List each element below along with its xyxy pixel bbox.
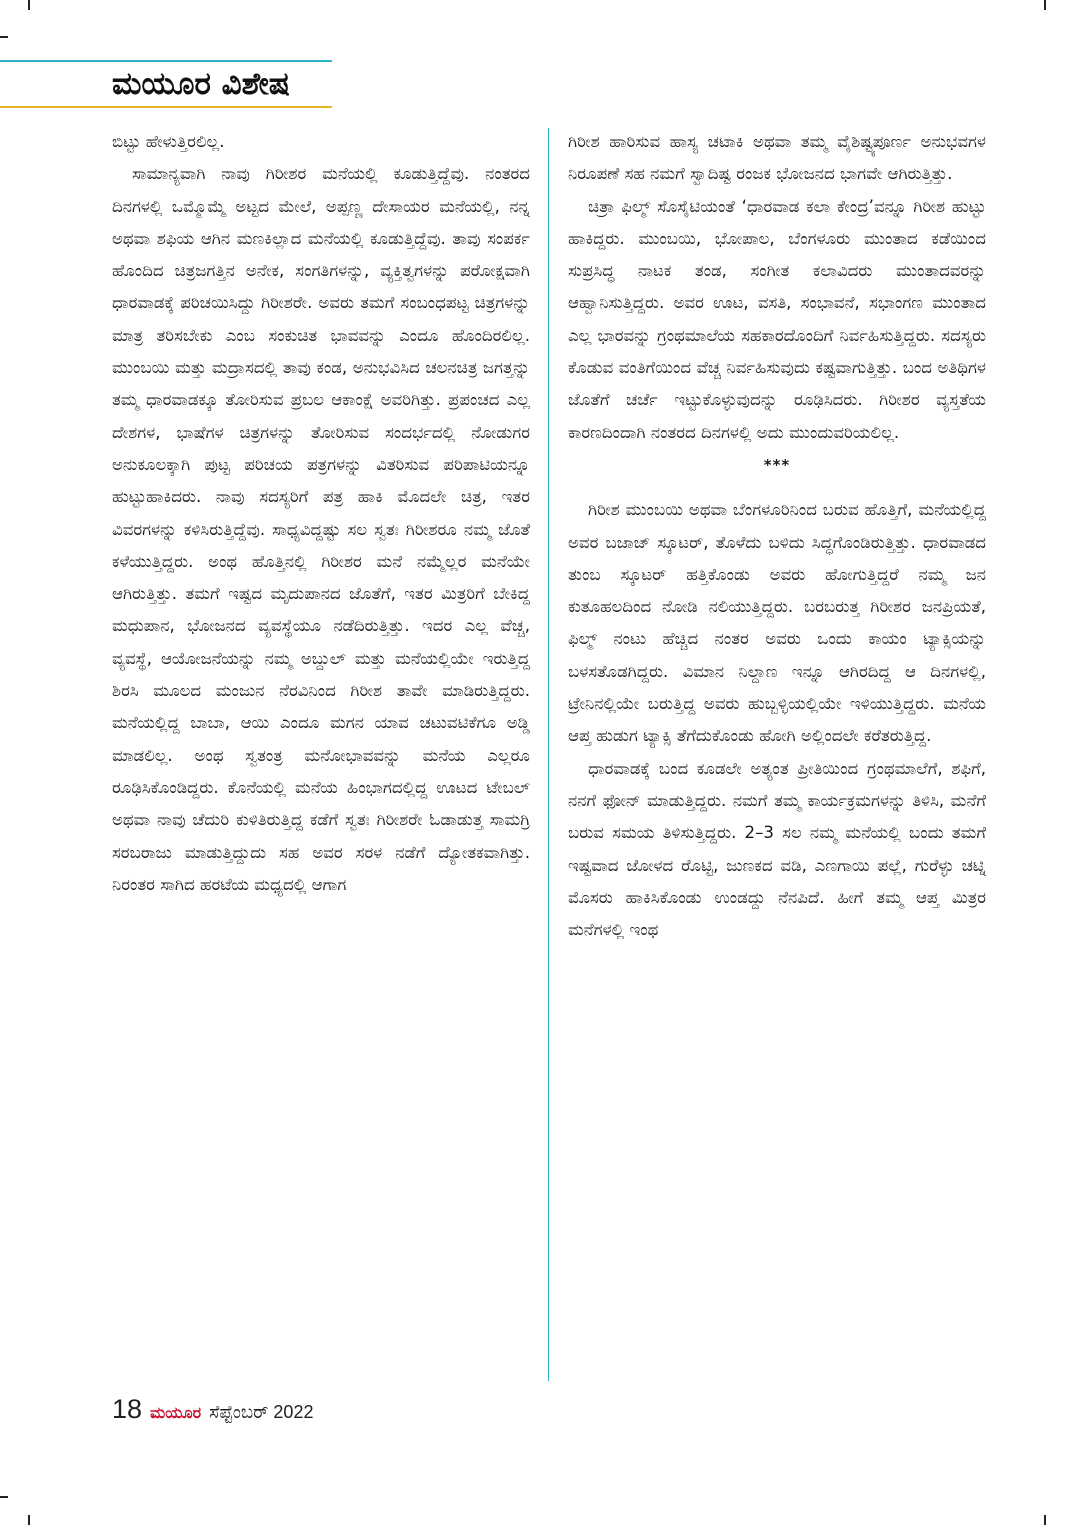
crop-mark-bottom-right — [1044, 1515, 1046, 1525]
page-footer — [112, 1394, 313, 1428]
paragraph: ಬಿಟ್ಟು ಹೇಳುತ್ತಿರಲಿಲ್ಲ. — [112, 132, 225, 151]
separator-gap — [568, 481, 986, 494]
paragraph: ಸಾಮಾನ್ಯವಾಗಿ ನಾವು ಗಿರೀಶರ ಮನೆಯಲ್ಲಿ ಕೂಡುತ್ತಿದ್ದೆವು. ನಂತರದ ದಿನಗಳಲ್ಲಿ ಒಮ್ಮೊಮ್ಮೆ ಅಟ್ಟದ ಮೇಲೆ, ಅಪ್ಪಣ್ಣ ದೇಸಾಯರ ಮನೆಯಲ್ಲಿ, ನನ್ನ ಅಥವಾ ಶಫಿಯ ಆಗಿನ ಮಣಕಿಲ್ಲಾದ ಮನೆಯಲ್ಲಿ ಕೂಡುತ್ತಿದ್ದೆವು. ತಾವು ಸಂಪರ್ಕ ಹೊಂದಿದ ಚಿತ್ರಜಗತ್ತಿನ ಅನೇಕ, ಸಂಗತಿಗಳನ್ನು, ವ್ಯಕ್ತಿತ್ವಗಳನ್ನು ಪರೋಕ್ಷವಾಗಿ ಧಾರವಾಡಕ್ಕೆ ಪರಿಚಯಿಸಿದ್ದು ಗಿರೀಶರೇ. ಅವರು ತಮಗೆ ಸಂಬಂಧಪಟ್ಟ ಚಿತ್ರಗಳನ್ನು ಮಾತ್ರ ತರಿಸಬೇಕು ಎಂಬ ಸಂಕುಚಿತ ಭಾವವನ್ನು ಎಂದೂ ಹೊಂದಿರಲಿಲ್ಲ. ಮುಂಬಯಿ ಮತ್ತು ಮದ್ರಾಸದಲ್ಲಿ ತಾವು ಕಂಡ, ಅನುಭವಿಸಿದ ಚಲನಚಿತ್ರ ಜಗತ್ತನ್ನು ತಮ್ಮ ಧಾರವಾಡಕ್ಕೂ ತೋರಿಸುವ ಪ್ರಬಲ ಆಕಾಂಕ್ಷೆ ಅವರಿಗಿತ್ತು. ಪ್ರಪಂಚದ ಎಲ್ಲ ದೇಶಗಳ, ಭಾಷೆಗಳ ಚಿತ್ರಗಳನ್ನು ತೋರಿಸುವ ಸಂದರ್ಭದಲ್ಲಿ ನೋಡುಗರ ಅನುಕೂಲಕ್ಕಾಗಿ ಪುಟ್ಟ ಪರಿಚಯ ಪತ್ರಗಳನ್ನು ವಿತರಿಸುವ ಪರಿಪಾಟಿಯನ್ನೂ ಹುಟ್ಟುಹಾಕಿದರು. ನಾವು ಸದಸ್ಯರಿಗೆ ಪತ್ರ ಹಾಕಿ ಮೊದಲೇ ಚಿತ್ರ, ಇತರ ವಿವರಗಳನ್ನು ಕಳಿಸಿರುತ್ತಿದ್ದೆವು. ಸಾಧ್ಯವಿದ್ದಷ್ಟು ಸಲ ಸ್ವತಃ ಗಿರೀಶರೂ ನಮ್ಮ ಜೊತೆ ಕಳೆಯುತ್ತಿದ್ದರು. ಅಂಥ ಹೊತ್ತಿನಲ್ಲಿ ಗಿರೀಶರ ಮನೆ ನಮ್ಮೆಲ್ಲರ ಮನೆಯೇ ಆಗಿರುತ್ತಿತ್ತು. ತಮಗೆ ಇಷ್ಟದ ಮೃದುಪಾನದ ಜೊತೆಗೆ, ಇತರ ಮಿತ್ರರಿಗೆ ಬೇಕಿದ್ದ ಮಧುಪಾನ, ಭೋಜನದ ವ್ಯವಸ್ಥೆಯೂ ನಡೆದಿರುತ್ತಿತ್ತು. ಇದರ ಎಲ್ಲ ವೆಚ್ಚ, ವ್ಯವಸ್ಥೆ, ಆಯೋಜನೆಯನ್ನು ನಮ್ಮ ಅಬ್ದುಲ್ ಮತ್ತು ಮನೆಯಲ್ಲಿಯೇ ಇರುತ್ತಿದ್ದ ಶಿರಸಿ ಮೂಲದ ಮಂಜುನ ನೆರವಿನಿಂದ ಗಿರೀಶ ತಾವೇ ಮಾಡಿರುತ್ತಿದ್ದರು. ಮನೆಯಲ್ಲಿದ್ದ ಬಾಬಾ, ಆಯಿ ಎಂದೂ ಮಗನ ಯಾವ ಚಟುವಟಿಕೆಗೂ ಅಡ್ಡಿ ಮಾಡಲಿಲ್ಲ. ಅಂಥ ಸ್ವತಂತ್ರ ಮನೋಭಾವವನ್ನು ಮನೆಯ ಎಲ್ಲರೂ ರೂಢಿಸಿಕೊಂಡಿದ್ದರು. ಕೊನೆಯಲ್ಲಿ ಮನೆಯ ಹಿಂಭಾಗದಲ್ಲಿದ್ದ ಊಟದ ಟೇಬಲ್ ಅಥವಾ ನಾವು ಚೆದುರಿ ಕುಳಿತಿರುತ್ತಿದ್ದ ಕಡೆಗೆ ಸ್ವತಃ ಗಿರೀಶರೇ ಓಡಾಡುತ್ತ ಸಾಮಗ್ರಿ ಸರಬರಾಜು ಮಾಡುತ್ತಿದ್ದುದು ಸಹ ಅವರ ಸರಳ ನಡೆಗೆ ದ್ಯೋತಕವಾಗಿತ್ತು. ನಿರಂತರ ಸಾಗಿದ ಹರಟೆಯ ಮಧ್ಯದಲ್ಲಿ ಆಗಾಗ — [112, 164, 530, 894]
section-title: ಮಯೂರ ವಿಶೇಷ — [112, 66, 290, 102]
section-separator: *** — [763, 455, 791, 474]
crop-mark-top-left — [28, 0, 30, 10]
crop-mark-left-top — [0, 36, 8, 38]
magazine-logo: ಮಯೂರ — [150, 1403, 202, 1422]
paragraph: ಗಿರೀಶ ಹಾರಿಸುವ ಹಾಸ್ಯ ಚಟಾಕಿ ಅಥವಾ ತಮ್ಮ ವೈಶಿಷ್ಟ್ಯಪೂರ್ಣ ಅನುಭವಗಳ ನಿರೂಪಣೆ ಸಹ ನಮಗೆ ಸ್ವಾದಿಷ್ಟ ರಂಜಕ ಭೋಜನದ ಭಾಗವೇ ಆಗಿರುತ್ತಿತ್ತು. — [568, 132, 986, 184]
issue-date: ಸೆಪ್ಟೆಂಬರ್ 2022 — [209, 1402, 314, 1422]
right-column — [568, 126, 986, 946]
crop-mark-bottom-left — [28, 1515, 30, 1525]
header-accent-line-top — [0, 60, 332, 62]
page-number: 18 — [112, 1394, 143, 1424]
paragraph: ಗಿರೀಶ ಮುಂಬಯಿ ಅಥವಾ ಬೆಂಗಳೂರಿನಿಂದ ಬರುವ ಹೊತ್ತಿಗೆ, ಮನೆಯಲ್ಲಿದ್ದ ಅವರ ಬಜಾಜ್ ಸ್ಕೂಟರ್, ತೊಳೆದು ಬಳಿದು ಸಿದ್ಧಗೊಂಡಿರುತ್ತಿತ್ತು. ಧಾರವಾಡದ ತುಂಬ ಸ್ಕೂಟರ್ ಹತ್ತಿಕೊಂಡು ಅವರು ಹೋಗುತ್ತಿದ್ದರೆ ನಮ್ಮ ಜನ ಕುತೂಹಲದಿಂದ ನೋಡಿ ನಲಿಯುತ್ತಿದ್ದರು. ಬರಬರುತ್ತ ಗಿರೀಶರ ಜನಪ್ರಿಯತೆ, ಫಿಲ್ಮ್ ನಂಟು ಹೆಚ್ಚಿದ ನಂತರ ಅವರು ಒಂದು ಕಾಯಂ ಟ್ಯಾಕ್ಸಿಯನ್ನು ಬಳಸತೊಡಗಿದ್ದರು. ವಿಮಾನ ನಿಲ್ದಾಣ ಇನ್ನೂ ಆಗಿರದಿದ್ದ ಆ ದಿನಗಳಲ್ಲಿ, ಟ್ರೇನಿನಲ್ಲಿಯೇ ಬರುತ್ತಿದ್ದ ಅವರು ಹುಬ್ಬಳ್ಳಿಯಲ್ಲಿಯೇ ಇಳಿಯುತ್ತಿದ್ದರು. ಮನೆಯ ಆಪ್ತ ಹುಡುಗ ಟ್ಯಾಕ್ಸಿ ತೆಗೆದುಕೊಂಡು ಹೋಗಿ ಅಲ್ಲಿಂದಲೇ ಕರೆತರುತ್ತಿದ್ದ. — [568, 500, 986, 746]
paragraph: ಧಾರವಾಡಕ್ಕೆ ಬಂದ ಕೂಡಲೇ ಅತ್ಯಂತ ಪ್ರೀತಿಯಿಂದ ಗ್ರಂಥಮಾಲೆಗೆ, ಶಫಿಗೆ, ನನಗೆ ಫೋನ್ ಮಾಡುತ್ತಿದ್ದರು. ನಮಗೆ ತಮ್ಮ ಕಾರ್ಯಕ್ರಮಗಳನ್ನು ತಿಳಿಸಿ, ಮನೆಗೆ ಬರುವ ಸಮಯ ತಿಳಿಸುತ್ತಿದ್ದರು. 2–3 ಸಲ ನಮ್ಮ ಮನೆಯಲ್ಲಿ ಬಂದು ತಮಗೆ ಇಷ್ಟವಾದ ಜೋಳದ ರೊಟ್ಟಿ, ಜುಣಕದ ವಡಿ, ಎಣಗಾಯಿ ಪಲ್ಲೆ, ಗುರೆಳ್ಳು ಚಟ್ನಿ ಮೊಸರು ಹಾಕಿಸಿಕೊಂಡು ಉಂಡದ್ದು ನೆನಪಿದೆ. ಹೀಗೆ ತಮ್ಮ ಆಪ್ತ ಮಿತ್ರರ ಮನೆಗಳಲ್ಲಿ ಇಂಥ — [568, 758, 986, 940]
paragraph: ಚಿತ್ರಾ ಫಿಲ್ಮ್ ಸೊಸೈಟಿಯಂತೆ ‘ಧಾರವಾಡ ಕಲಾ ಕೇಂದ್ರ’ವನ್ನೂ ಗಿರೀಶ ಹುಟ್ಟು ಹಾಕಿದ್ದರು. ಮುಂಬಯಿ, ಭೋಪಾಲ, ಬೆಂಗಳೂರು ಮುಂತಾದ ಕಡೆಯಿಂದ ಸುಪ್ರಸಿದ್ಧ ನಾಟಕ ತಂಡ, ಸಂಗೀತ ಕಲಾವಿದರು ಮುಂತಾದವರನ್ನು ಆಹ್ವಾನಿಸುತ್ತಿದ್ದರು. ಅವರ ಊಟ, ವಸತಿ, ಸಂಭಾವನೆ, ಸಭಾಂಗಣ ಮುಂತಾದ ಎಲ್ಲ ಭಾರವನ್ನು ಗ್ರಂಥಮಾಲೆಯ ಸಹಕಾರದೊಂದಿಗೆ ನಿರ್ವಹಿಸುತ್ತಿದ್ದರು. ಸದಸ್ಯರು ಕೊಡುವ ವಂತಿಗೆಯಿಂದ ವೆಚ್ಚ ನಿರ್ವಹಿಸುವುದು ಕಷ್ಟವಾಗುತ್ತಿತ್ತು. ಬಂದ ಅತಿಥಿಗಳ ಜೊತೆಗೆ ಚರ್ಚೆ ಇಟ್ಟುಕೊಳ್ಳುವುದನ್ನು ರೂಢಿಸಿದರು. ಗಿರೀಶರ ವ್ಯಸ್ತತೆಯ ಕಾರಣದಿಂದಾಗಿ ನಂತರದ ದಿನಗಳಲ್ಲಿ ಅದು ಮುಂದುವರಿಯಲಿಲ್ಲ. — [568, 196, 986, 442]
column-divider — [548, 128, 549, 1381]
crop-mark-top-right — [1044, 0, 1046, 10]
left-column — [112, 126, 530, 901]
header-accent-line-bottom — [0, 106, 332, 108]
crop-mark-left-bottom — [0, 1496, 8, 1498]
